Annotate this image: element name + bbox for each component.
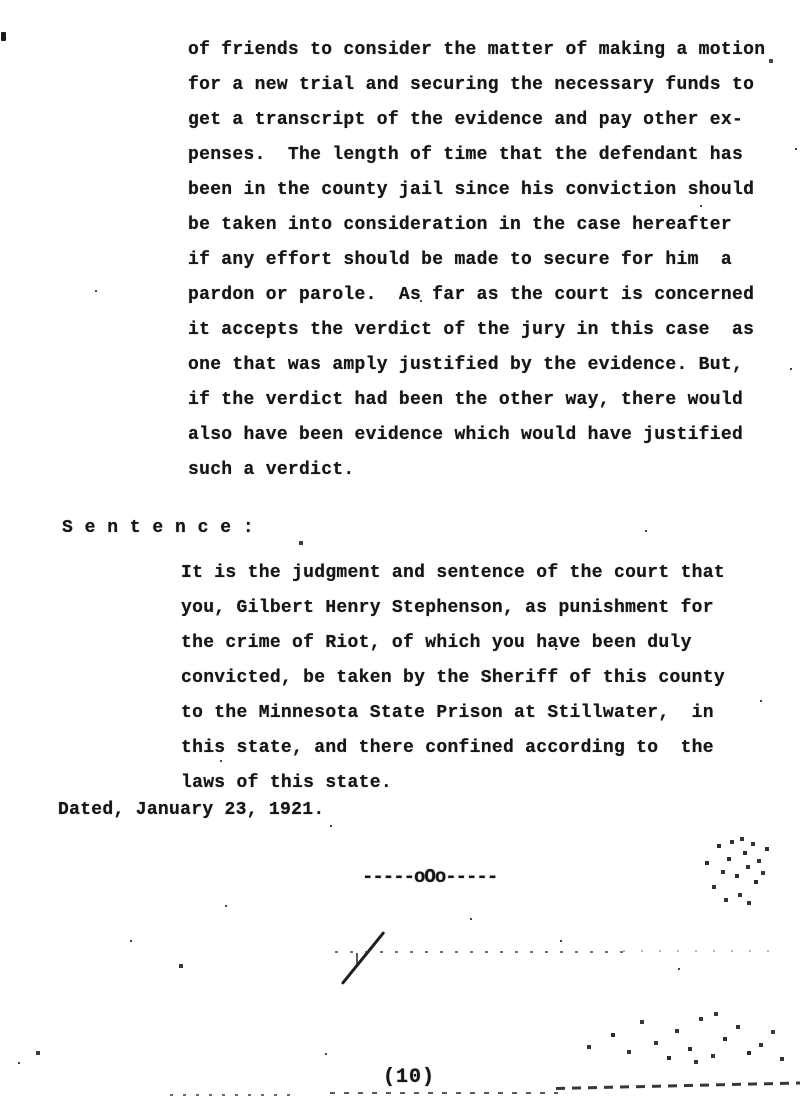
typed-line: also have been evidence which would have justified	[188, 425, 744, 445]
scan-artifact-tick	[356, 953, 358, 964]
typed-line: the crime of Riot, of which you have been duly	[181, 633, 692, 653]
typed-line: It is the judgment and sentence of the court that	[181, 563, 725, 583]
typed-line: such a verdict.	[188, 460, 355, 480]
typed-line: convicted, be taken by the Sheriff of this county	[181, 668, 725, 688]
sentence-heading: S e n t e n c e :	[62, 518, 255, 538]
scan-artifact-bottom-dashes	[556, 1081, 800, 1090]
dated-line: Dated, January 23, 1921.	[58, 800, 325, 820]
typed-line: penses. The length of time that the defendant has	[188, 145, 744, 165]
typed-line: be taken into consideration in the case hereafter	[188, 215, 732, 235]
typed-line: get a transcript of the evidence and pay other ex-	[188, 110, 744, 130]
typed-line: if any effort should be made to secure for him a	[188, 250, 732, 270]
scan-artifact-bottom-dashes	[330, 1092, 558, 1094]
scan-artifact-bottom-dashes	[170, 1094, 292, 1096]
typed-line: been in the county jail since his conviction should	[188, 180, 755, 200]
typed-line: if the verdict had been the other way, there would	[188, 390, 744, 410]
body-paragraph	[188, 33, 765, 488]
typed-line: laws of this state.	[181, 773, 392, 793]
scan-artifact-dotted-line	[335, 951, 623, 953]
typed-line: for a new trial and securing the necessary funds to	[188, 75, 755, 95]
scan-artifact-dotted-line	[623, 950, 783, 952]
typed-line: pardon or parole. As far as the court is concerned	[188, 285, 755, 305]
typed-line: to the Minnesota State Prison at Stillwater, in	[181, 703, 714, 723]
section-divider-ooo: -----oOo-----	[362, 866, 498, 888]
scan-artifact-corner-mark	[1, 32, 6, 41]
typed-line: this state, and there confined according to the	[181, 738, 714, 758]
scan-artifact-scratch	[341, 931, 385, 985]
sentence-paragraph	[181, 556, 725, 801]
typed-line: it accepts the verdict of the jury in this case as	[188, 320, 755, 340]
page-number: (10)	[383, 1066, 436, 1089]
typed-line: of friends to consider the matter of making a motion	[188, 40, 766, 60]
typed-line: one that was amply justified by the evidence. But,	[188, 355, 744, 375]
typed-line: you, Gilbert Henry Stephenson, as punishment for	[181, 598, 714, 618]
